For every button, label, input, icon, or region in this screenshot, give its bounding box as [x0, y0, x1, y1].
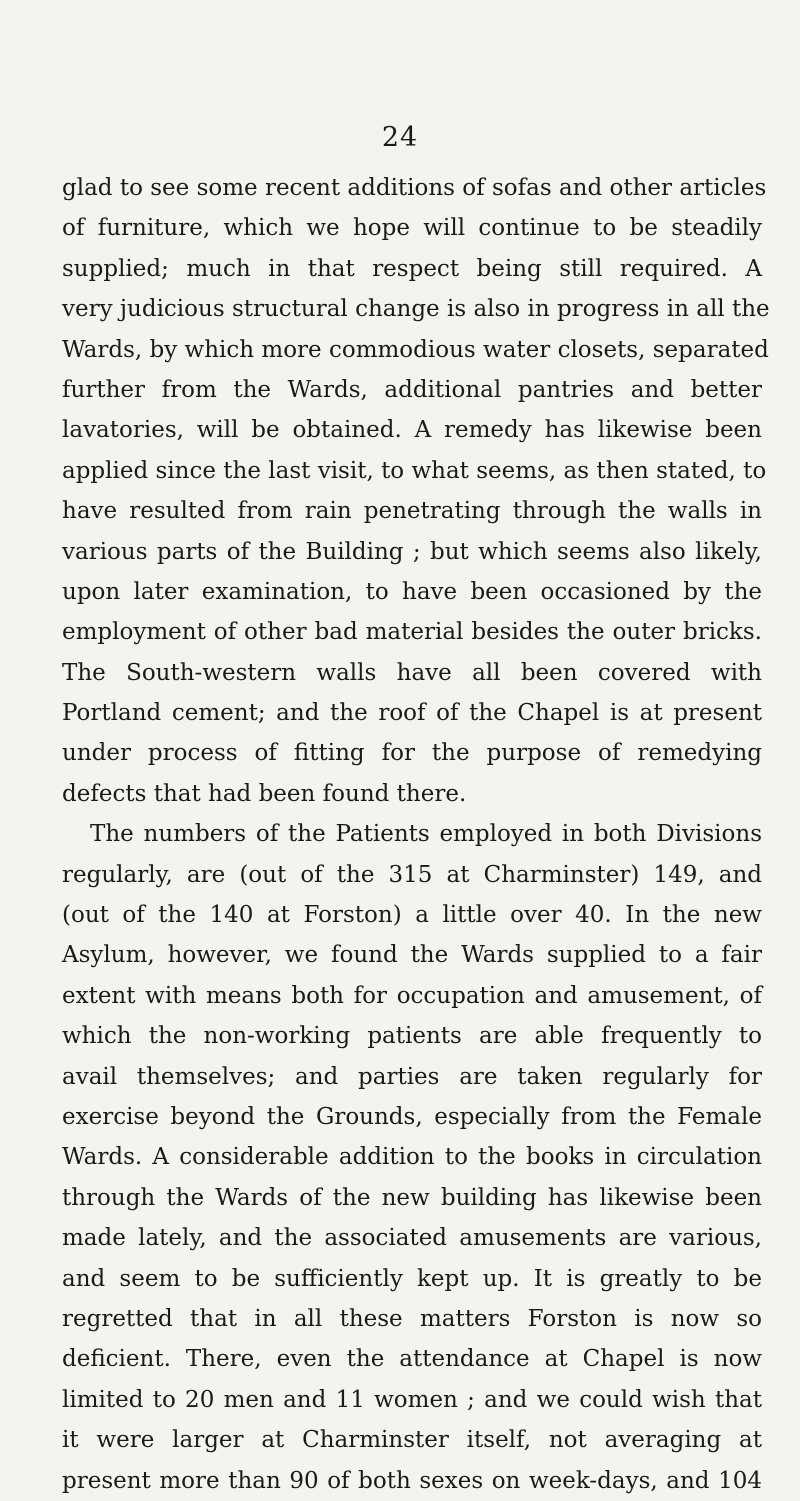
- text-line: very judicious structural change is also in progress in all the: [62, 296, 770, 323]
- text-line: The South-western walls have all been covered with: [62, 659, 762, 686]
- text-line: extent with means both for occupation and amusement, of: [62, 982, 762, 1009]
- text-line: it were larger at Charminster itself, not averaging at: [62, 1427, 762, 1454]
- text-line: and seem to be sufficiently kept up. It is greatly to be: [62, 1265, 762, 1292]
- text-line: glad to see some recent additions of sofas and other articles: [62, 175, 767, 201]
- text-line: present more than 90 of both sexes on week-days, and 104: [62, 1467, 762, 1494]
- text-line: avail themselves; and parties are taken regularly for: [62, 1063, 762, 1090]
- text-line: supplied; much in that respect being still required. A: [62, 255, 762, 282]
- text-line: defects that had been found there.: [62, 780, 467, 807]
- text-line: lavatories, will be obtained. A remedy has likewise been: [62, 417, 762, 444]
- text-line: regretted that in all these matters Forston is now so: [62, 1305, 762, 1332]
- text-line: Asylum, however, we found the Wards supplied to a fair: [62, 942, 762, 969]
- text-line: The numbers of the Patients employed in both Divisions: [90, 821, 762, 848]
- text-line: have resulted from rain penetrating through the walls in: [62, 498, 762, 525]
- text-line: Wards, by which more commodious water closets, separated: [62, 336, 769, 363]
- text-line: of furniture, which we hope will continue to be steadily: [62, 215, 762, 242]
- text-line: deficient. There, even the attendance at Chapel is now: [62, 1346, 762, 1373]
- text-line: upon later examination, to have been occasioned by the: [62, 578, 762, 605]
- text-line: made lately, and the associated amusements are various,: [62, 1225, 762, 1252]
- text-line: regularly, are (out of the 315 at Charminster) 149, and: [62, 861, 762, 888]
- body-text: [62, 168, 770, 1501]
- text-line: which the non-working patients are able frequently to: [62, 1023, 762, 1050]
- text-line: applied since the last visit, to what seems, as then stated, to: [62, 457, 767, 484]
- text-line: Portland cement; and the roof of the Chapel is at present: [62, 700, 762, 727]
- page-number: 24: [381, 122, 419, 153]
- text-line: further from the Wards, additional pantries and better: [62, 376, 762, 403]
- text-line: Wards. A considerable addition to the books in circulation: [62, 1144, 762, 1171]
- text-line: various parts of the Building ; but which seems also likely,: [62, 538, 762, 565]
- text-line: under process of fitting for the purpose of remedying: [62, 740, 762, 767]
- text-line: (out of the 140 at Forston) a little over 40. In the new: [62, 902, 762, 929]
- text-line: employment of other bad material besides the outer bricks.: [62, 619, 762, 646]
- text-line: limited to 20 men and 11 women ; and we could wish that: [62, 1386, 762, 1413]
- text-line: exercise beyond the Grounds, especially from the Female: [62, 1103, 762, 1130]
- text-line: through the Wards of the new building has likewise been: [62, 1184, 762, 1211]
